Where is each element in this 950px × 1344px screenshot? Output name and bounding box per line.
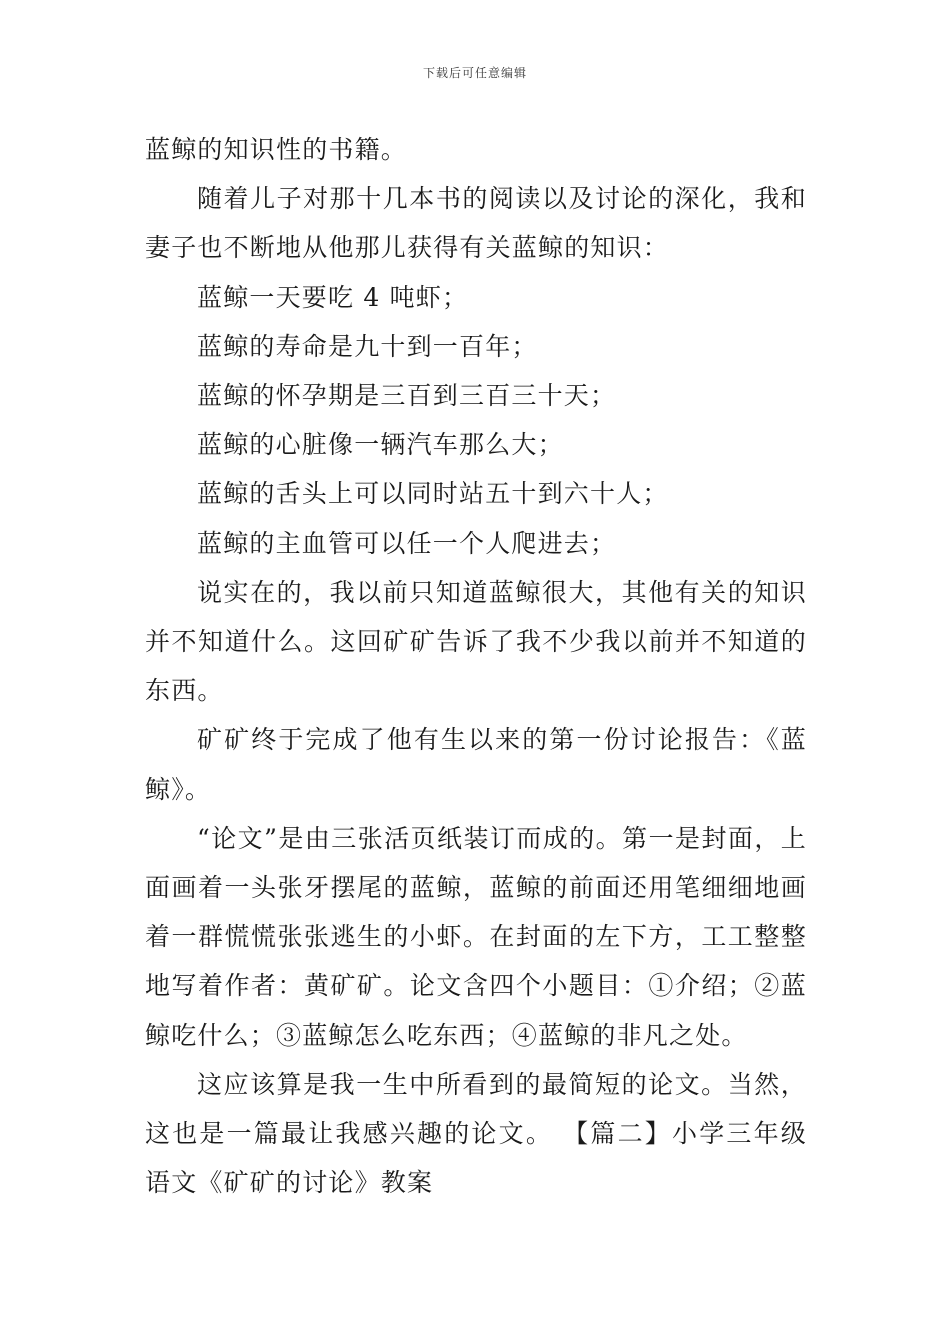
paragraph: 蓝鲸的心脏像一辆汽车那么大； bbox=[197, 430, 564, 460]
paragraph: 蓝鲸一天要吃 4 吨虾； bbox=[197, 282, 469, 312]
document-body bbox=[145, 125, 807, 1207]
paragraph: 蓝鲸的主血管可以任一个人爬进去； bbox=[197, 528, 617, 558]
paragraph: 蓝鲸的怀孕期是三百到三百三十天； bbox=[197, 381, 617, 411]
paragraph: 随着儿子对那十几本书的阅读以及讨论的深化，我和妻子也不断地从他那儿获得有关蓝鲸的知识： bbox=[145, 184, 807, 263]
paragraph: “论文”是由三张活页纸装订而成的。第一是封面，上面画着一头张牙摆尾的蓝鲸，蓝鲸的前面还用笔细细地画着一群慌慌张张逃生的小虾。在封面的左下方，工工整整地写着作者：黄矿矿。论文含四个小题目：①介绍；②蓝鲸吃什么；③蓝鲸怎么吃东西；④蓝鲸的非凡之处。 bbox=[145, 823, 807, 1050]
paragraph: 矿矿终于完成了他有生以来的第一份讨论报告：《蓝鲸》。 bbox=[145, 725, 807, 804]
paragraph: 蓝鲸的舌头上可以同时站五十到六十人； bbox=[197, 479, 669, 509]
paragraph: 这应该算是我一生中所看到的最简短的论文。当然，这也是一篇最让我感兴趣的论文。 【篇二】小学三年级语文《矿矿的讨论》教案 bbox=[145, 1069, 807, 1198]
paragraph: 蓝鲸的知识性的书籍。 bbox=[145, 135, 408, 164]
paragraph: 说实在的，我以前只知道蓝鲸很大，其他有关的知识并不知道什么。这回矿矿告诉了我不少我以前并不知道的东西。 bbox=[145, 577, 807, 706]
page-header: 下载后可任意编辑 bbox=[422, 66, 527, 80]
paragraph: 蓝鲸的寿命是九十到一百年； bbox=[197, 331, 538, 361]
